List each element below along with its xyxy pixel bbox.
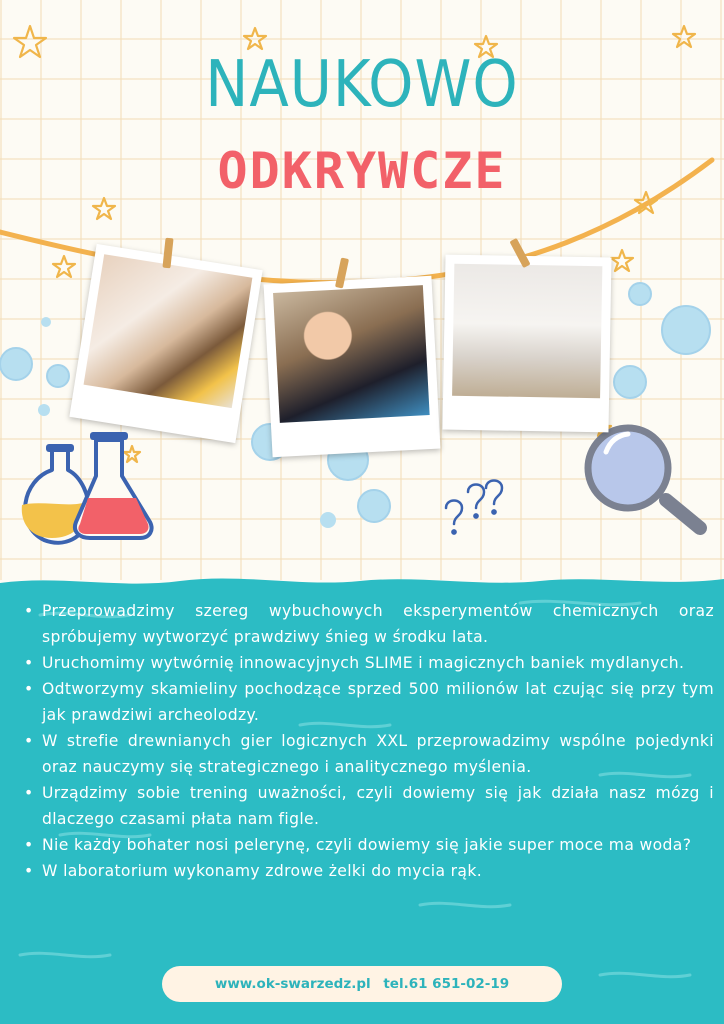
star-icon <box>611 250 633 271</box>
photo-image <box>452 264 602 399</box>
photo-girl-slime-hands <box>264 276 441 458</box>
star-icon <box>673 26 695 47</box>
star-icon <box>244 28 266 49</box>
magnifier-icon <box>588 428 700 528</box>
photo-image <box>84 254 253 408</box>
website-link[interactable]: www.ok-swarzedz.pl <box>214 976 371 992</box>
list-item: • Przeprowadzimy szereg wybuchowych eksperymentów chemicznych oraz spróbujemy wytworzyć prawdziwy śnieg w środku lata. <box>22 598 714 650</box>
title-odkrywcze: ODKRYWCZE <box>217 142 507 200</box>
phone-number[interactable]: tel.61 651-02-19 <box>383 976 510 992</box>
star-icon <box>124 446 140 462</box>
photo-image <box>273 285 430 423</box>
photo-kids-experiment <box>69 244 262 443</box>
photo-girl-test-tubes <box>442 255 611 433</box>
activities-list <box>22 598 714 884</box>
list-item: • W strefie drewnianych gier logicznych XXL przeprowadzimy wspólne pojedynki oraz nauczymy się strategicznego i analitycznego myślenia. <box>22 728 714 780</box>
list-item: • Odtworzymy skamieliny pochodzące sprzed 500 milionów lat czując się przy tym jak prawdziwi archeolodzy. <box>22 676 714 728</box>
list-item: • Nie każdy bohater nosi pelerynę, czyli dowiemy się jakie super moce ma woda? <box>22 832 714 858</box>
title-naukowo: NAUKOWO <box>205 48 519 122</box>
question-mark-icons <box>446 481 502 534</box>
contact-pill <box>162 966 562 1002</box>
list-item: • W laboratorium wykonamy zdrowe żelki do mycia rąk. <box>22 858 714 884</box>
list-item: • Uruchomimy wytwórnię innowacyjnych SLIME i magicznych baniek mydlanych. <box>22 650 714 676</box>
list-item: • Urządzimy sobie trening uważności, czyli dowiemy się jak działa nasz mózg i dlaczego czasami płata nam figle. <box>22 780 714 832</box>
star-icon <box>53 256 75 277</box>
star-icon <box>93 198 115 219</box>
